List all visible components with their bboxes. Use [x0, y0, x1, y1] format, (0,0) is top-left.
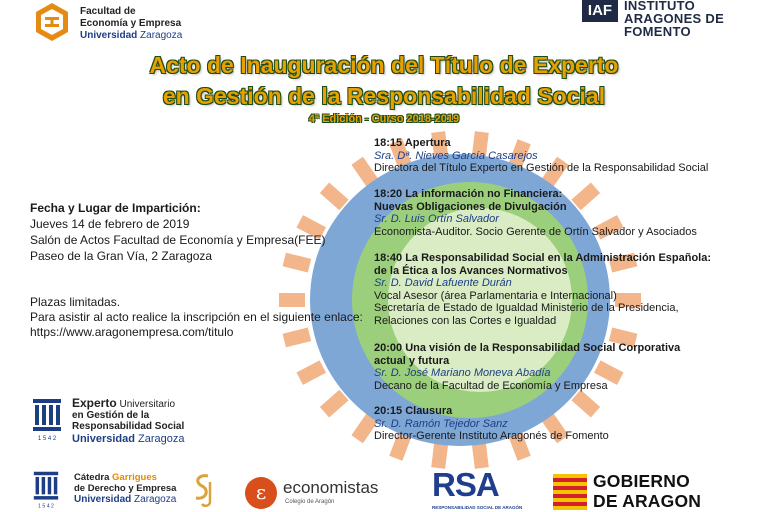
- program-item-role: Decano de la Facultad de Economía y Empresa: [374, 379, 608, 392]
- venue-heading: Fecha y Lugar de Impartición:: [30, 201, 201, 215]
- faculty-name: [80, 6, 182, 42]
- program-item-speaker: Sr. D. José Mariano Moneva Abadía: [374, 367, 551, 379]
- program-item: [374, 188, 697, 238]
- university-name: Universidad Zaragoza: [80, 30, 183, 41]
- program-item-title: 20:00 Una visión de la Responsabilidad Social Corporativa: [374, 342, 681, 354]
- event-title-line-1: Acto de Inauguración del Título de Experto: [149, 52, 619, 78]
- program-item-title: 18:20 La información no Financiera:: [374, 188, 563, 200]
- program-item-role: Vocal Asesor (área Parlamentaria e Internacional): [374, 289, 617, 302]
- program-item-role: Directora del Título Experto en Gestión de la Responsabilidad Social: [374, 162, 709, 174]
- sun-ray: [472, 441, 489, 468]
- venue-block: [30, 200, 325, 264]
- program-item-title: de la Ética a los Avances Normativos: [374, 264, 568, 277]
- event-address: Paseo de la Gran Vía, 2 Zaragoza: [30, 249, 213, 263]
- event-title-line-2: en Gestión de la Responsabilidad Social: [162, 83, 606, 109]
- event-date: Jueves 14 de febrero de 2019: [30, 217, 190, 231]
- program-item-speaker: Sr. D. David Lafuente Durán: [374, 277, 512, 289]
- sun-ray: [296, 360, 326, 384]
- economistas-e-icon: ɛ: [245, 477, 277, 509]
- program-item-speaker: Sr. D. Luis Ortín Salvador: [374, 213, 499, 225]
- program-item-role: Economista-Auditor. Socio Gerente de Ortín Salvador y Asociados: [374, 225, 697, 238]
- program-item-title: 18:40 La Responsabilidad Social en la Administración Española:: [374, 252, 712, 264]
- registration-notes: [30, 295, 363, 340]
- university-crest-icon: [30, 397, 64, 443]
- gobierno-aragon-logo-text: GOBIERNO DE ARAGON: [593, 471, 702, 511]
- rsa-logo: RSA: [432, 466, 499, 503]
- registration-link[interactable]: https://www.aragonempresa.com/titulo: [30, 325, 234, 339]
- edition-subtitle: 4ª Edición - Curso 2018-2019: [308, 113, 460, 125]
- program-item-role: Relaciones con las Cortes e Igualdad: [374, 314, 557, 327]
- program-item-role: Secretaría de Estado de Igualdad Ministerio de la Presidencia,: [374, 302, 679, 314]
- svg-text:1 5 4 2: 1 5 4 2: [37, 436, 57, 442]
- program-item-speaker: Sr. D. Ramón Tejedor Sanz: [374, 417, 508, 430]
- iaf-logo: IAF: [582, 0, 618, 22]
- rsa-subtitle: RESPONSABILIDAD SOCIAL DE ARAGÓN: [432, 505, 523, 510]
- program-item: [374, 342, 680, 392]
- catedra-garrigues-logo-text: Cátedra Garrigues de Derecho y Empresa Universidad Zaragoza: [74, 472, 177, 505]
- iaf-institute-name: INSTITUTO ARAGONES DE FOMENTO: [624, 0, 725, 39]
- faculty-line-2: Economía y Empresa: [80, 18, 182, 29]
- university-crest-icon: [30, 470, 62, 510]
- program-item-title: 20:15 Clausura: [374, 405, 453, 417]
- program-item-title: Nuevas Obligaciones de Divulgación: [374, 200, 567, 213]
- limited-seats-note: Plazas limitadas.: [30, 295, 121, 309]
- sun-ray: [431, 441, 448, 468]
- program-item: [374, 137, 708, 175]
- sun-ray: [320, 390, 349, 418]
- program-item: [374, 252, 711, 327]
- program-item-role: Director-Gerente Instituto Aragonés de Fomento: [374, 430, 609, 442]
- event-place: Salón de Actos Facultad de Economía y Empresa(FEE): [30, 233, 326, 247]
- economistas-subtitle: Colegio de Aragón: [285, 499, 335, 505]
- fee-logo-icon: [34, 2, 70, 42]
- aragon-flag-icon: [553, 474, 587, 510]
- program-item-title: 18:15 Apertura: [374, 137, 451, 149]
- expert-program-logo-text: Experto Universitario en Gestión de la Responsabilidad Social Universidad Zaragoza: [72, 396, 185, 445]
- svg-text:1 5 4 2: 1 5 4 2: [38, 503, 54, 510]
- economistas-name: economistas: [283, 478, 379, 497]
- program-item-title: actual y futura: [374, 354, 450, 367]
- program-item: [374, 405, 609, 443]
- registration-instruction: Para asistir al acto realice la inscripción en el siguiente enlace:: [30, 310, 363, 324]
- faculty-line-1: Facultad de: [80, 6, 136, 17]
- program-item-speaker: Sra. Dª. Nieves García Casarejos: [374, 149, 538, 162]
- sj-monogram-icon: [188, 472, 216, 512]
